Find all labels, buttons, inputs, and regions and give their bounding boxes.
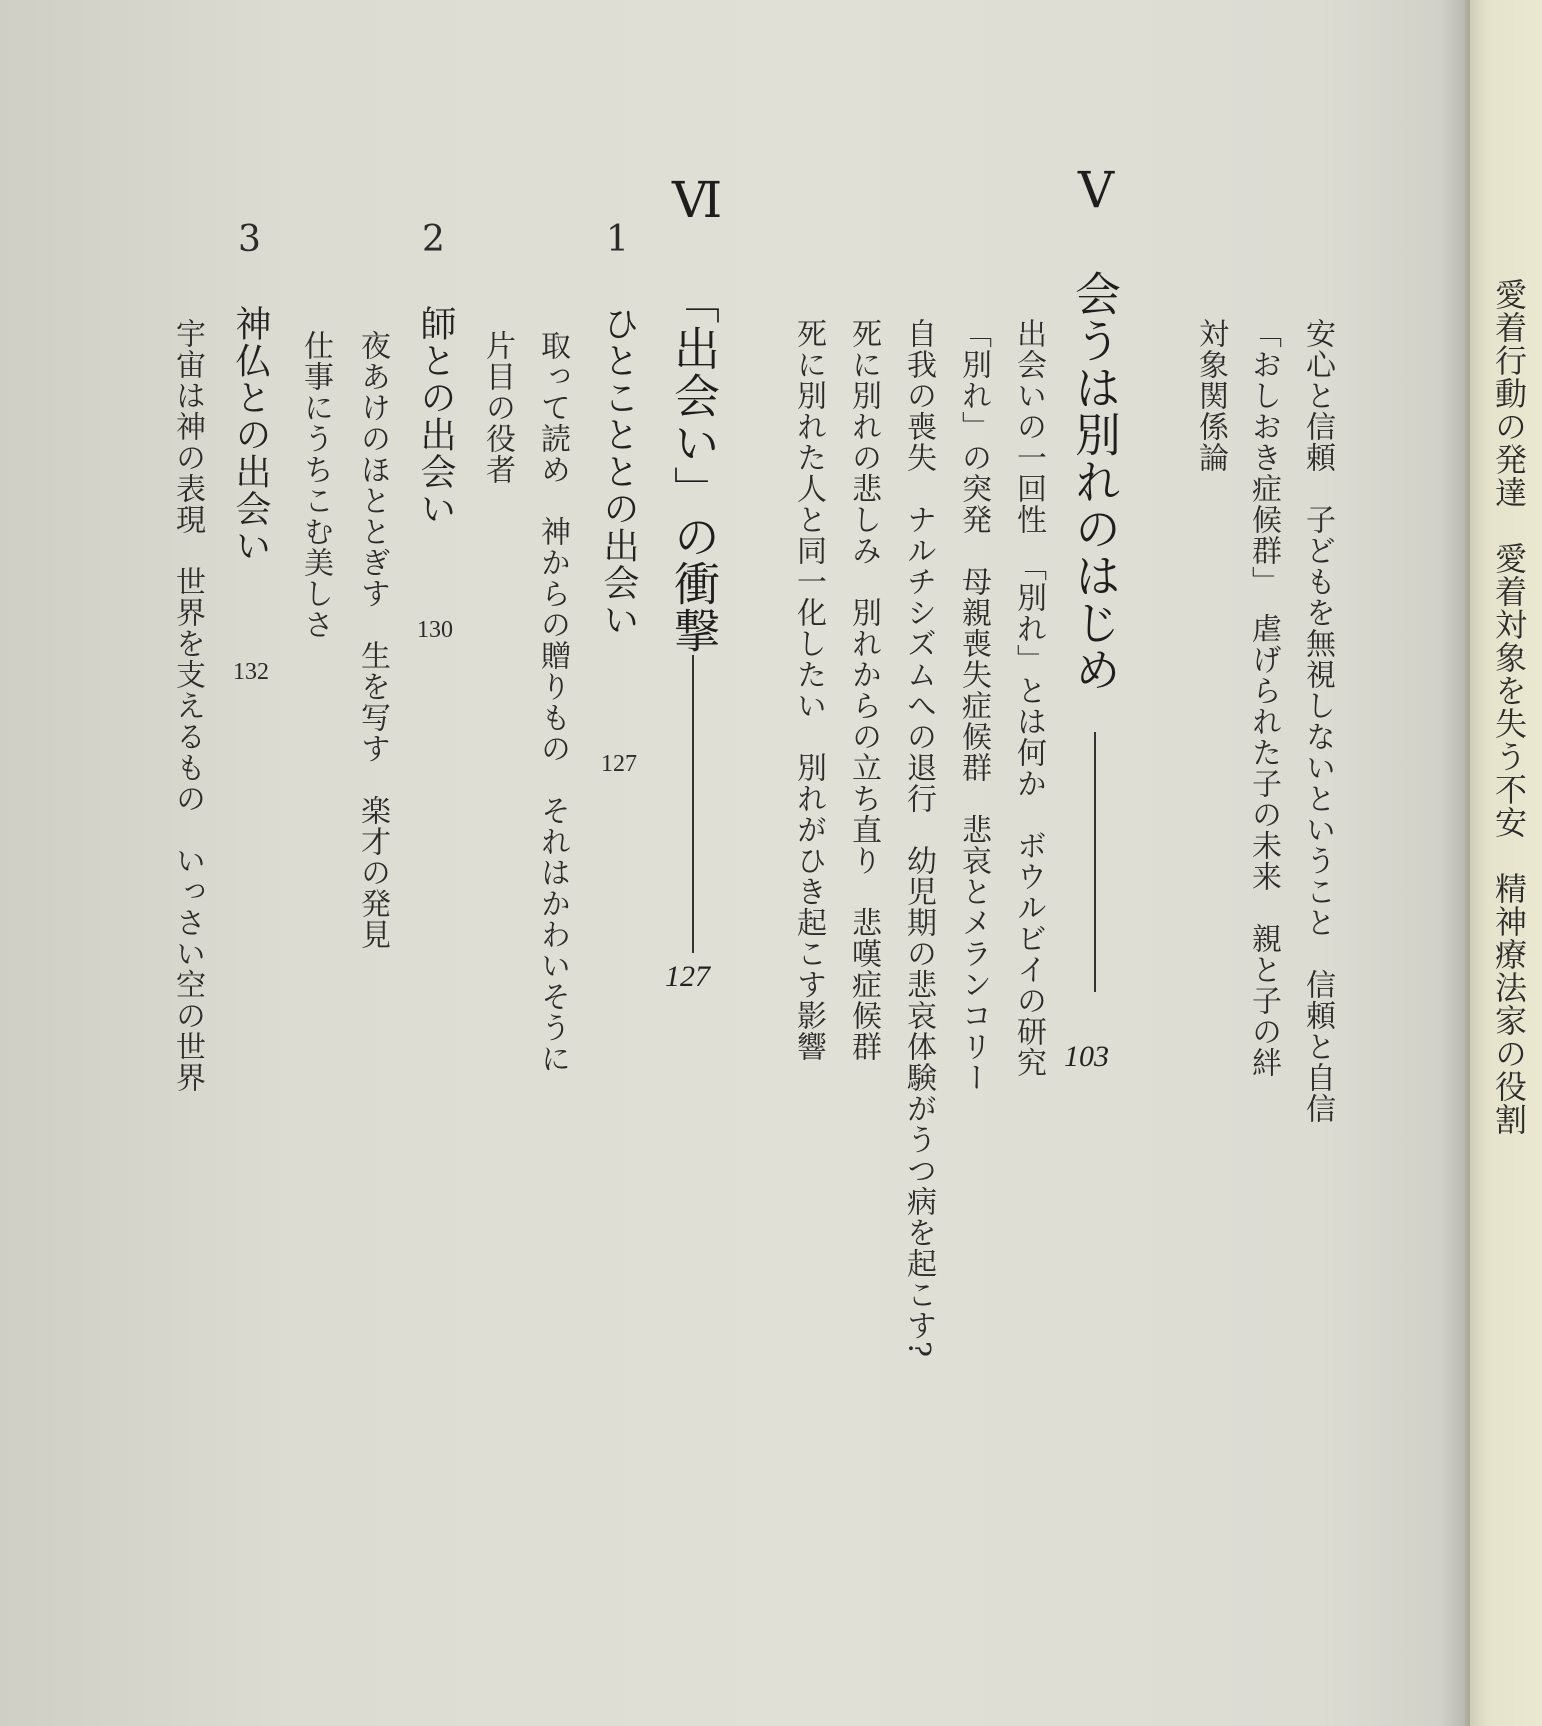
chapter-numeral: Ⅵ [672, 171, 723, 229]
chapter-page-number: 127 [665, 960, 710, 993]
section-number: 1 [606, 219, 629, 260]
leader-rule [1094, 732, 1096, 992]
section-number: 3 [238, 219, 261, 260]
section-page-number: 127 [601, 751, 637, 777]
toc-line: 自我の喪失 ナルチシズムへの退行 幼児期の悲哀体験がうつ病を起こす? [901, 318, 936, 1359]
toc-line: 宇宙は神の表現 世界を支えるもの いっさい空の世界 [170, 318, 205, 1093]
toc-line: 対象関係論 [1193, 318, 1228, 473]
section-page-number: 132 [233, 659, 269, 685]
toc-line: 片目の役者 [480, 330, 515, 485]
toc-line: 死に別れの悲しみ 別れからの立ち直り 悲嘆症候群 [846, 318, 881, 1062]
toc-line: 取って読め 神からの贈りもの それはかわいそうに [535, 330, 570, 1074]
chapter-title: 「出会い」の衝撃 [667, 278, 721, 654]
running-head: 愛着行動の発達 愛着対象を失う不安 精神療法家の役割 [1490, 278, 1528, 1136]
gutter-shadow [1440, 0, 1470, 1726]
chapter-numeral: Ⅴ [1078, 161, 1115, 219]
section-number: 2 [422, 219, 445, 260]
toc-line: 安心と信頼 子どもを無視しないということ 信頼と自信 [1300, 318, 1335, 1124]
toc-line: 出会いの一回性 「別れ」とは何か ボウルビイの研究 [1011, 318, 1046, 1078]
toc-line: 夜あけのほととぎす 生を写す 楽才の発見 [355, 330, 390, 950]
section-title: 師との出会い [415, 305, 456, 527]
chapter-page-number: 103 [1064, 1040, 1109, 1073]
toc-line: 死に別れた人と同一化したい 別れがひき起こす影響 [791, 318, 826, 1062]
chapter-title: 会うは別れのはじめ [1068, 270, 1122, 693]
leader-rule [692, 655, 694, 953]
section-page-number: 130 [417, 617, 453, 643]
section-title: ひとこととの出会い [598, 305, 639, 638]
toc-line: 仕事にうちこむ美しさ [298, 330, 333, 640]
toc-line: 「おしおき症候群」 虐げられた子の未来 親と子の絆 [1246, 318, 1281, 1078]
section-title: 神仏との出会い [230, 305, 271, 564]
toc-line: 「別れ」の突発 母親喪失症候群 悲哀とメランコリー [956, 318, 991, 1093]
